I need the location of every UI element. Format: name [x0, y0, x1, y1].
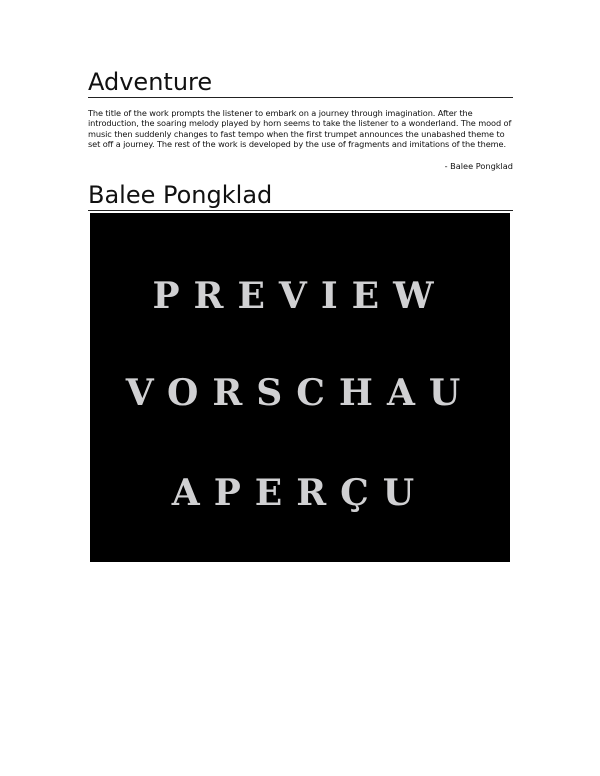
attribution: - Balee Pongklad: [444, 161, 513, 171]
preview-text-en: PREVIEW: [152, 275, 448, 317]
section-title-composer: Balee Pongklad: [88, 181, 513, 211]
preview-text-fr: APERÇU: [171, 472, 429, 514]
adventure-description: The title of the work prompts the listener to embark on a journey through imagination. After the introduction, the soaring melody played by horn seems to take the listener to a wonderland. The mood of music then suddenly changes to fast tempo when the first trumpet announces the unabashed theme to set off a journey. The rest of the work is developed by the use of fragments and imitations of the theme.: [88, 108, 512, 150]
section-title-adventure: Adventure: [88, 68, 513, 98]
preview-text-de: VORSCHAU: [125, 372, 475, 414]
